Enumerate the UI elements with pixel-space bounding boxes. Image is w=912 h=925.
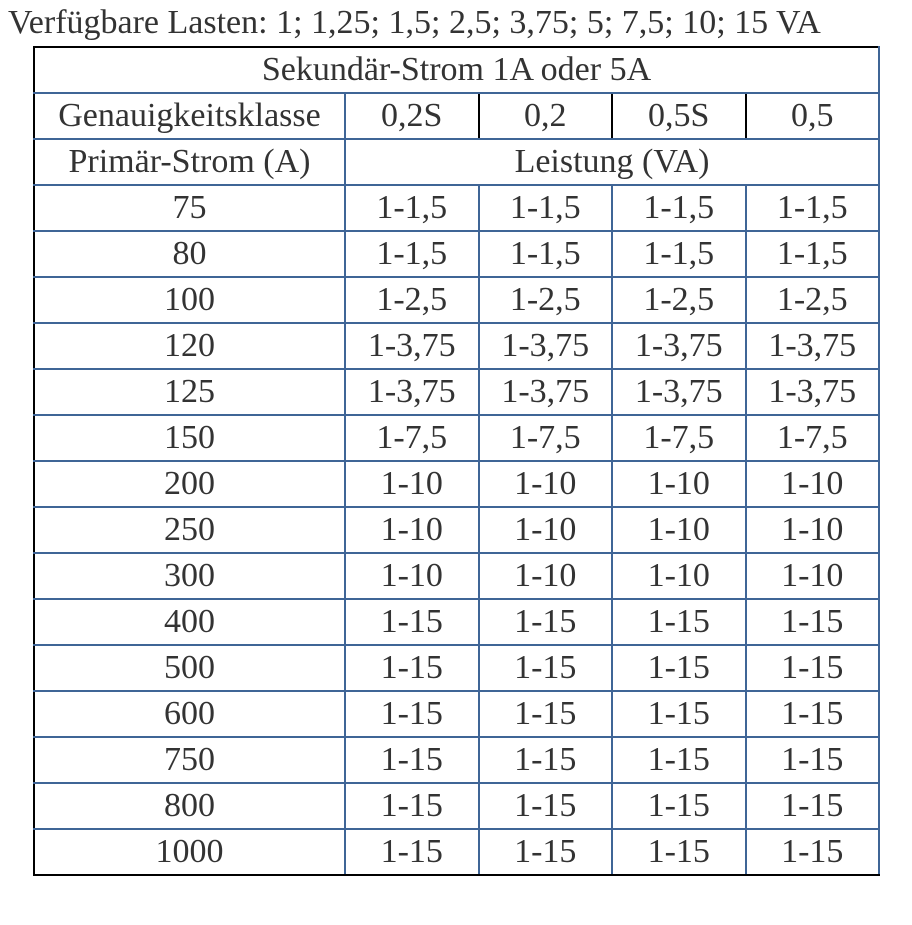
power-range-cell: 1-1,5 [345,185,479,231]
table-row [34,277,879,323]
power-range-cell: 1-15 [479,599,613,645]
power-range-cell: 1-1,5 [479,231,613,277]
table-row [34,691,879,737]
power-range-cell: 1-15 [345,737,479,783]
table-row [34,461,879,507]
power-range-cell: 1-15 [746,783,880,829]
power-range-cell: 1-10 [345,461,479,507]
power-range-cell: 1-1,5 [612,231,746,277]
header-row-accuracy [34,93,879,139]
power-range-cell: 1-10 [479,461,613,507]
primary-current-cell: 75 [34,185,345,231]
power-range-cell: 1-7,5 [479,415,613,461]
power-label: Leistung (VA) [345,139,879,185]
power-range-cell: 1-15 [612,783,746,829]
power-range-cell: 1-1,5 [345,231,479,277]
power-range-cell: 1-15 [746,737,880,783]
power-range-cell: 1-3,75 [612,369,746,415]
table-row [34,507,879,553]
power-range-cell: 1-3,75 [612,323,746,369]
power-range-cell: 1-15 [479,737,613,783]
secondary-current-header: Sekundär-Strom 1A oder 5A [34,47,879,93]
accuracy-class-0: 0,2S [345,93,479,139]
primary-current-label: Primär-Strom (A) [34,139,345,185]
power-range-cell: 1-3,75 [479,323,613,369]
primary-current-cell: 800 [34,783,345,829]
primary-current-cell: 1000 [34,829,345,875]
power-range-cell: 1-15 [746,829,880,875]
primary-current-cell: 100 [34,277,345,323]
header-row-secondary [34,47,879,93]
header-row-primary [34,139,879,185]
primary-current-cell: 250 [34,507,345,553]
power-range-cell: 1-15 [612,737,746,783]
power-range-cell: 1-15 [612,829,746,875]
primary-current-cell: 80 [34,231,345,277]
power-range-cell: 1-10 [479,553,613,599]
accuracy-class-1: 0,2 [479,93,613,139]
power-range-cell: 1-2,5 [479,277,613,323]
primary-current-cell: 600 [34,691,345,737]
table-row [34,369,879,415]
power-range-cell: 1-10 [345,553,479,599]
power-range-cell: 1-1,5 [612,185,746,231]
power-range-cell: 1-10 [479,507,613,553]
accuracy-class-3: 0,5 [746,93,880,139]
primary-current-cell: 125 [34,369,345,415]
power-range-cell: 1-10 [612,553,746,599]
power-range-cell: 1-15 [345,829,479,875]
table-row [34,737,879,783]
power-range-cell: 1-15 [479,645,613,691]
power-range-cell: 1-7,5 [345,415,479,461]
table-row [34,185,879,231]
table-row [34,645,879,691]
power-range-cell: 1-15 [612,645,746,691]
power-range-cell: 1-10 [746,507,880,553]
primary-current-cell: 200 [34,461,345,507]
table-row [34,323,879,369]
power-range-cell: 1-2,5 [746,277,880,323]
power-range-cell: 1-10 [612,507,746,553]
spec-table [33,46,880,876]
power-range-cell: 1-1,5 [479,185,613,231]
power-range-cell: 1-15 [746,691,880,737]
power-range-cell: 1-1,5 [746,231,880,277]
primary-current-cell: 400 [34,599,345,645]
caption-available-loads: Verfügbare Lasten: 1; 1,25; 1,5; 2,5; 3,75; 5; 7,5; 10; 15 VA [8,4,821,41]
power-range-cell: 1-3,75 [345,369,479,415]
primary-current-cell: 750 [34,737,345,783]
power-range-cell: 1-10 [746,461,880,507]
power-range-cell: 1-10 [612,461,746,507]
primary-current-cell: 500 [34,645,345,691]
power-range-cell: 1-1,5 [746,185,880,231]
table-row [34,415,879,461]
power-range-cell: 1-15 [345,599,479,645]
primary-current-cell: 300 [34,553,345,599]
table-row [34,829,879,875]
power-range-cell: 1-15 [479,691,613,737]
power-range-cell: 1-10 [746,553,880,599]
power-range-cell: 1-2,5 [345,277,479,323]
power-range-cell: 1-15 [746,599,880,645]
power-range-cell: 1-3,75 [746,369,880,415]
accuracy-class-label: Genauigkeitsklasse [34,93,345,139]
power-range-cell: 1-7,5 [746,415,880,461]
power-range-cell: 1-15 [345,783,479,829]
power-range-cell: 1-3,75 [345,323,479,369]
table-row [34,783,879,829]
accuracy-class-2: 0,5S [612,93,746,139]
power-range-cell: 1-10 [345,507,479,553]
primary-current-cell: 150 [34,415,345,461]
power-range-cell: 1-15 [479,783,613,829]
table-row [34,231,879,277]
power-range-cell: 1-3,75 [746,323,880,369]
primary-current-cell: 120 [34,323,345,369]
power-range-cell: 1-15 [479,829,613,875]
power-range-cell: 1-15 [345,691,479,737]
table-row [34,553,879,599]
power-range-cell: 1-3,75 [479,369,613,415]
power-range-cell: 1-15 [746,645,880,691]
power-range-cell: 1-15 [612,599,746,645]
power-range-cell: 1-15 [612,691,746,737]
power-range-cell: 1-7,5 [612,415,746,461]
power-range-cell: 1-2,5 [612,277,746,323]
power-range-cell: 1-15 [345,645,479,691]
table-row [34,599,879,645]
